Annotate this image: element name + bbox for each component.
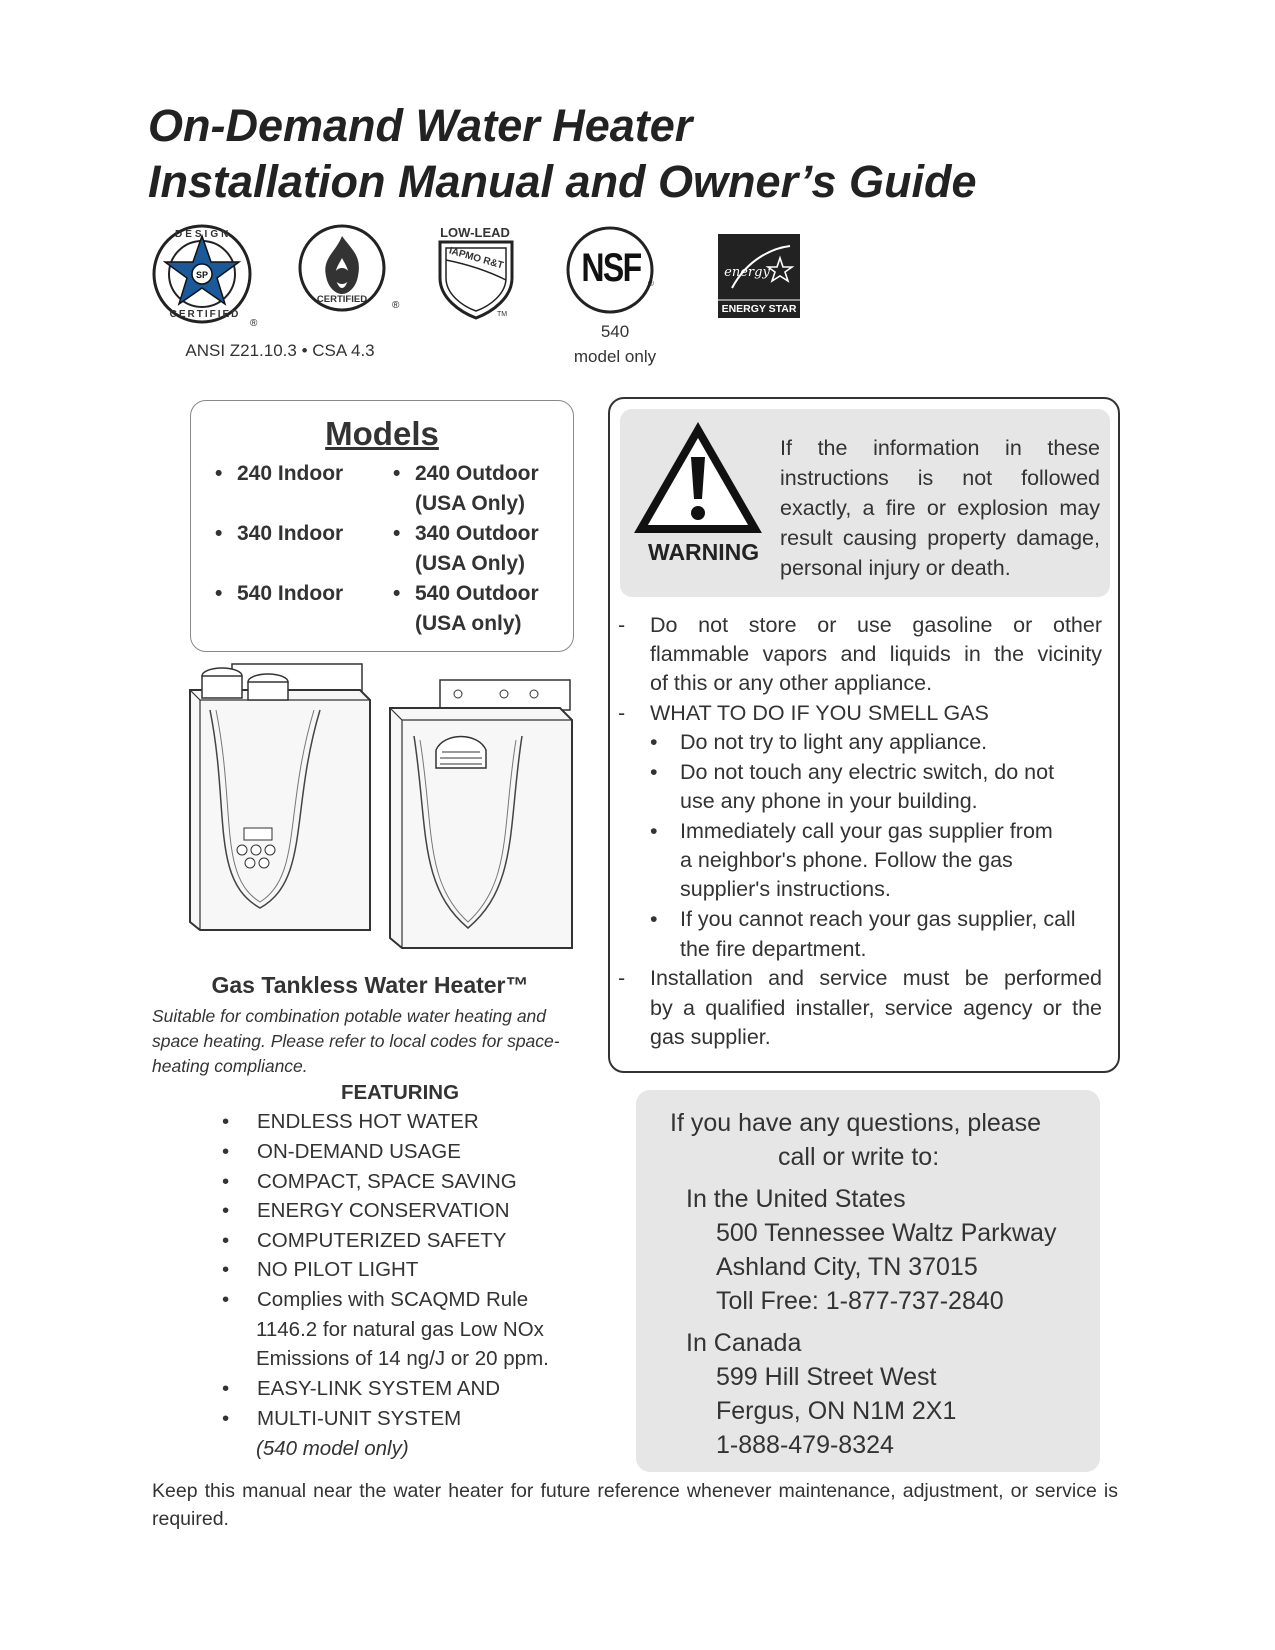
nsf-caption-only: model only bbox=[573, 347, 657, 366]
model-540-indoor: • 540 Indoor bbox=[215, 582, 344, 605]
instruction-line: Do not touch any electric switch, do not bbox=[680, 760, 1055, 784]
instruction-line: Installation and service must be performed bbox=[650, 966, 1102, 990]
contact-canada-address-1: 599 Hill Street West bbox=[716, 1363, 937, 1391]
feature-model-note: (540 model only) bbox=[256, 1437, 409, 1460]
svg-text:®: ® bbox=[392, 300, 400, 311]
footer-note: Keep this manual near the water heater for future reference whenever maintenance, adjustment, or service is required. bbox=[152, 1480, 1118, 1530]
energy-star-label: ENERGY STAR bbox=[721, 303, 797, 315]
model-240-indoor: • 240 Indoor bbox=[215, 462, 344, 485]
feature-rule-cont-1: 1146.2 for natural gas Low NOx bbox=[256, 1318, 544, 1341]
instruction-line: a neighbor's phone. Follow the gas bbox=[680, 848, 1013, 872]
warning-label: WARNING bbox=[648, 539, 760, 565]
warning-box: WARNING If the information in these instructions is not followed exactly, a fire or explosion may result causing property damage, personal injury or death. - Do not store or use gasoline or other flammable vapors and liquids in the vicinity of this or any other appliance. - WHAT TO DO IF YOU SMELL GAS • Do not try to light any appliance. • Do not touch any electric switch, do not use any phone in your building. • Immediately call your gas supplier from a neighbor's phone. Follow the gas supplier's instructions. • If you cannot reach your gas supplier, call the fire department. - Installation and service must be performed by a qualified installer, service agency or the gas supplier. bbox=[608, 397, 1120, 1073]
warning-triangle-icon bbox=[636, 425, 760, 535]
model-340-indoor: • 340 Indoor bbox=[215, 522, 344, 545]
instruction-line: flammable vapors and liquids in the vicinity bbox=[650, 642, 1102, 666]
contact-us-address-1: 500 Tennessee Waltz Parkway bbox=[716, 1219, 1057, 1247]
svg-text:®: ® bbox=[648, 279, 654, 288]
design-label: DESIGN bbox=[175, 229, 232, 240]
contact-canada-phone: 1-888-479-8324 bbox=[716, 1431, 894, 1459]
contact-canada-address-2: Fergus, ON N1M 2X1 bbox=[716, 1397, 957, 1425]
instruction-line: by a qualified installer, service agency or the bbox=[650, 996, 1102, 1020]
indoor-water-heater-illustration bbox=[170, 660, 380, 950]
contact-us-address-2: Ashland City, TN 37015 bbox=[716, 1253, 978, 1281]
contact-intro-1: If you have any questions, please bbox=[670, 1109, 1042, 1137]
instruction-line: of this or any other appliance. bbox=[650, 671, 933, 695]
instruction-line: If you cannot reach your gas supplier, call bbox=[680, 907, 1076, 931]
model-240-outdoor-note: (USA Only) bbox=[415, 492, 526, 515]
instruction-line: Immediately call your gas supplier from bbox=[680, 819, 1053, 843]
product-title: Gas Tankless Water Heater™ bbox=[211, 972, 529, 998]
contact-intro-2: call or write to: bbox=[778, 1143, 940, 1171]
product-suitability-note: Suitable for combination potable water heating and space heating. Please refer to local codes for space-heating compliance. bbox=[152, 1006, 560, 1076]
title-line-1: On-Demand Water Heater bbox=[148, 100, 693, 151]
nsf-caption-model: 540 bbox=[600, 322, 630, 341]
contact-us-label: In the United States bbox=[686, 1185, 906, 1213]
low-lead-label: LOW-LEAD bbox=[440, 225, 510, 240]
instruction-line: Do not try to light any appliance. bbox=[680, 730, 988, 754]
title-line-2: Installation Manual and Owner’s Guide bbox=[148, 156, 977, 207]
iapmo-label: IAPMO R&T bbox=[447, 245, 505, 272]
models-title: Models bbox=[325, 415, 439, 452]
model-240-outdoor: • 240 Outdoor bbox=[393, 462, 539, 485]
document-title bbox=[148, 98, 976, 210]
svg-text:®: ® bbox=[250, 318, 258, 329]
featuring-title: FEATURING bbox=[340, 1081, 460, 1104]
model-340-outdoor: • 340 Outdoor bbox=[393, 522, 539, 545]
warning-text: If the information in these instructions is not followed exactly, a fire or explosion may result causing property damage, personal injury or death. bbox=[780, 436, 1100, 580]
instruction-line: Do not store or use gasoline or other bbox=[650, 613, 1102, 637]
model-540-outdoor: • 540 Outdoor bbox=[393, 582, 539, 605]
contact-canada-label: In Canada bbox=[686, 1329, 802, 1357]
feature-rule-cont-2: Emissions of 14 ng/J or 20 ppm. bbox=[256, 1347, 549, 1370]
models-box bbox=[190, 400, 574, 652]
design-certified-label: CERTIFIED bbox=[169, 309, 241, 320]
nsf-label: NSF bbox=[581, 246, 641, 290]
instruction-line: use any phone in your building. bbox=[680, 789, 978, 813]
instruction-line: the fire department. bbox=[680, 937, 867, 961]
model-540-outdoor-note: (USA only) bbox=[415, 612, 522, 635]
outdoor-water-heater-illustration bbox=[384, 676, 584, 962]
iapmo-tm: TM bbox=[496, 311, 508, 318]
csa-certified-label: CERTIFIED bbox=[316, 294, 368, 305]
model-340-outdoor-note: (USA Only) bbox=[415, 552, 526, 575]
instruction-line: supplier's instructions. bbox=[680, 877, 891, 901]
warning-header bbox=[620, 409, 1110, 597]
contact-us-phone: Toll Free: 1-877-737-2840 bbox=[716, 1287, 1004, 1315]
instruction-line: WHAT TO DO IF YOU SMELL GAS bbox=[650, 701, 989, 725]
ansi-csa-caption: ANSI Z21.10.3 • CSA 4.3 bbox=[185, 341, 375, 360]
contact-box bbox=[636, 1090, 1100, 1472]
svg-text:SP: SP bbox=[195, 270, 209, 280]
energy-script-label: energy bbox=[724, 265, 770, 280]
instruction-line: gas supplier. bbox=[650, 1025, 771, 1049]
